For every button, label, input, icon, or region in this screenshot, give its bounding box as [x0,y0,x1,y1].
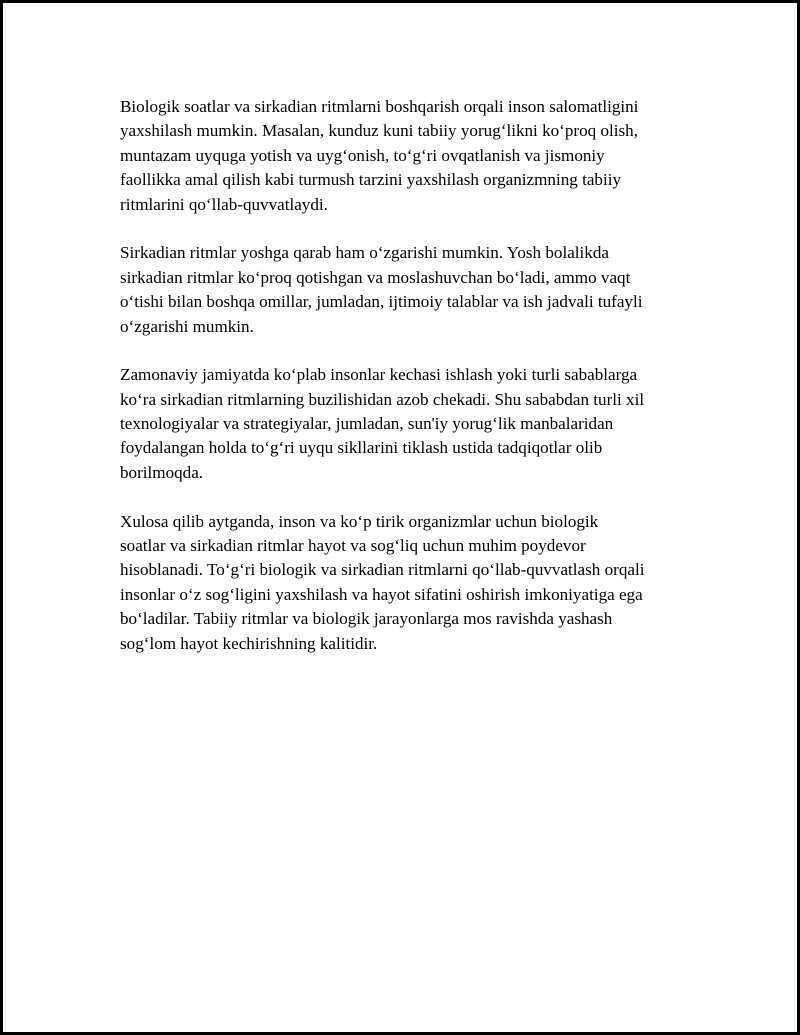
paragraph-line: faollikka amal qilish kabi turmush tarzini yaxshilash organizmning tabiiy [120,170,622,190]
paragraph-line: sirkadian ritmlar ko‘proq qotishgan va moslashuvchan bo‘ladi, ammo vaqt [120,267,631,287]
paragraph-3 [120,363,720,485]
paragraph-line: Sirkadian ritmlar yoshga qarab ham o‘zgarishi mumkin. Yosh bolalikda [120,243,609,263]
paragraph-line: ko‘ra sirkadian ritmlarning buzilishidan azob chekadi. Shu sababdan turli xil [120,389,645,409]
paragraph-line: Biologik soatlar va sirkadian ritmlarni boshqarish orqali inson salomatligini [120,97,639,116]
paragraph-line: o‘tishi bilan boshqa omillar, jumladan, ijtimoiy talablar va ish jadvali tufayli [120,292,643,312]
paragraph-line: sog‘lom hayot kechirishning kalitidir. [120,633,378,653]
paragraph-line: Xulosa qilib aytganda, inson va ko‘p tirik organizmlar uchun biologik [120,511,599,531]
document-body [120,95,720,680]
paragraph-line: Zamonaviy jamiyatda ko‘plab insonlar kechasi ishlash yoki turli sabablarga [120,365,638,385]
paragraph-4 [120,510,720,656]
paragraph-line: borilmoqda. [120,462,204,482]
paragraph-1 [120,95,720,217]
paragraph-line: yaxshilash mumkin. Masalan, kunduz kuni tabiiy yorug‘likni ko‘proq olish, [120,121,638,141]
paragraph-line: o‘zgarishi mumkin. [120,316,254,336]
paragraph-line: soatlar va sirkadian ritmlar hayot va sog‘liq uchun muhim poydevor [120,536,586,556]
paragraph-line: foydalangan holda to‘g‘ri uyqu sikllarini tiklash ustida tadqiqotlar olib [120,438,603,458]
paragraph-line: texnologiyalar va strategiyalar, jumladan, sun'iy yorug‘lik manbalaridan [120,414,614,434]
paragraph-line: muntazam uyquga yotish va uyg‘onish, to‘g‘ri ovqatlanish va jismoniy [120,145,605,165]
paragraph-line: ritmlarini qo‘llab-quvvatlaydi. [120,194,328,214]
paragraph-line: hisoblanadi. To‘g‘ri biologik va sirkadian ritmlarni qo‘llab-quvvatlash orqali [120,560,645,580]
paragraph-line: bo‘ladilar. Tabiiy ritmlar va biologik jarayonlarga mos ravishda yashash [120,609,613,629]
paragraph-2 [120,241,720,339]
paragraph-line: insonlar o‘z sog‘ligini yaxshilash va hayot sifatini oshirish imkoniyatiga ega [120,584,643,604]
